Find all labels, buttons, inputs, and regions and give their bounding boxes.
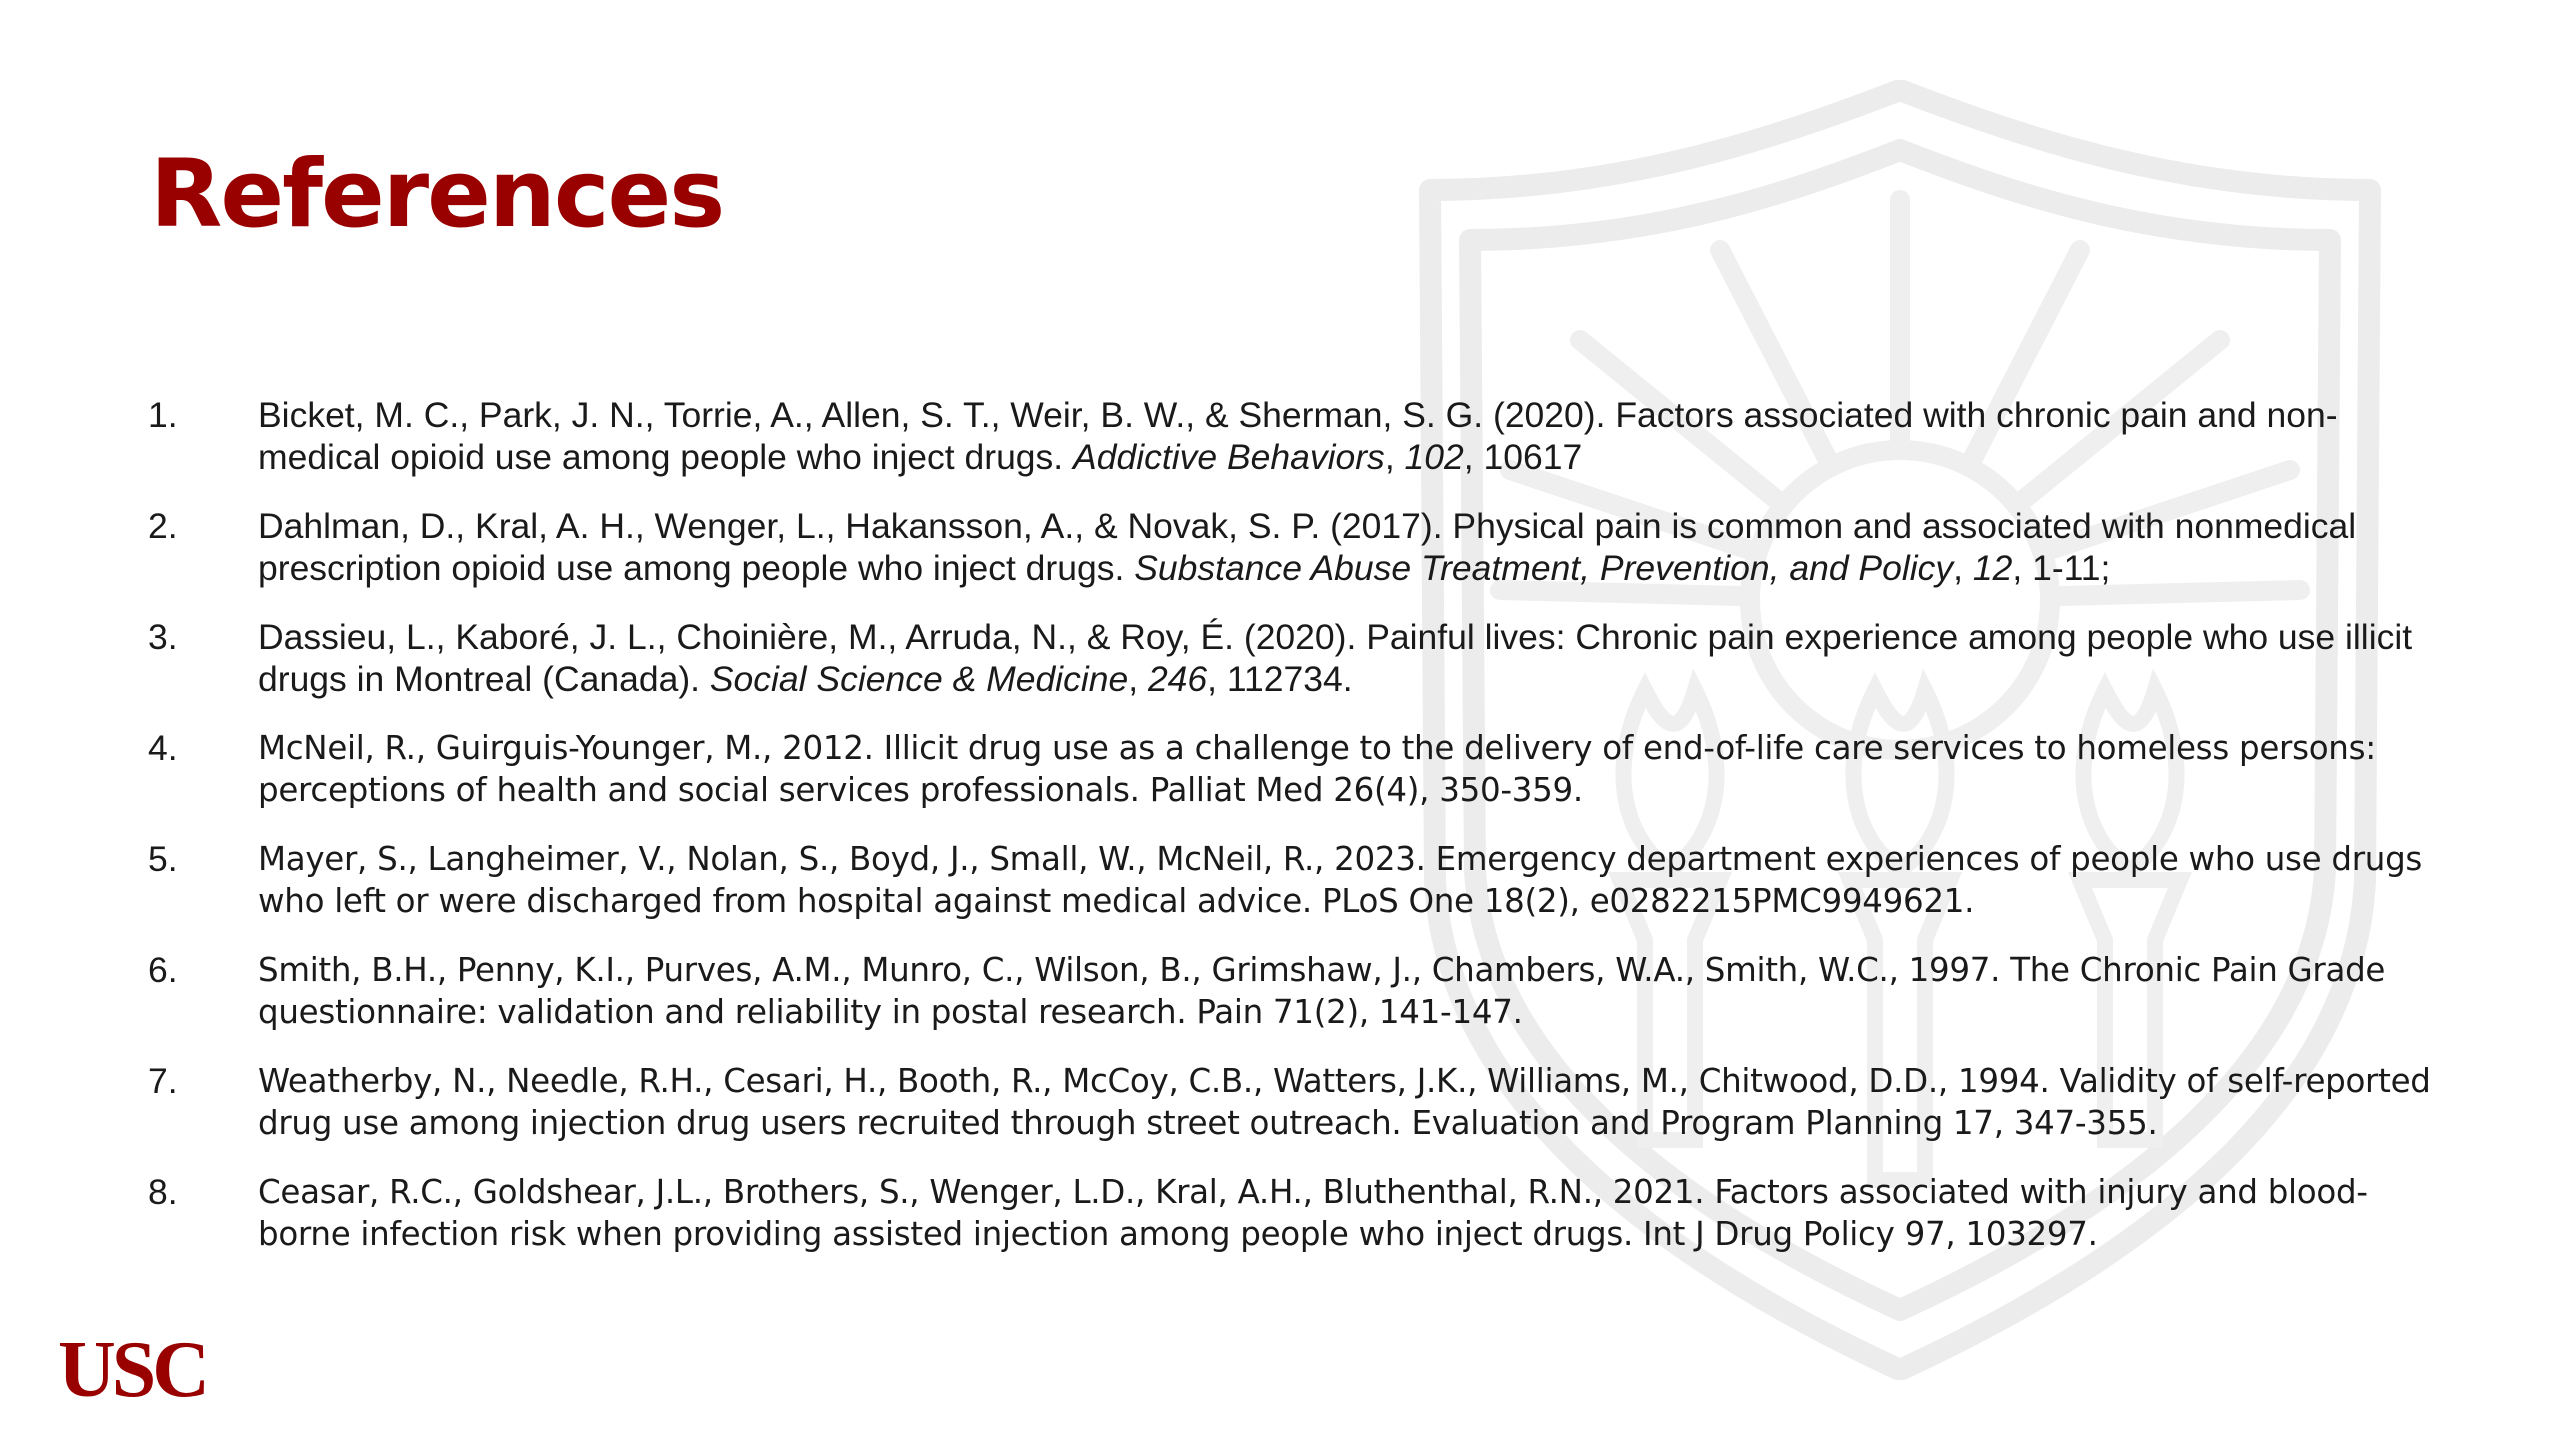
usc-logo: USC — [58, 1326, 207, 1414]
reference-number: 5. — [148, 839, 178, 879]
reference-text: Weatherby, N., Needle, R.H., Cesari, H., Booth, R., McCoy, C.B., Watters, J.K., Williams, M., Chitwood, D.D., 1994. Validity of self-reported drug use among injection drug users recruited through street outreach. Evaluation and Program Planning 17, 347-355. — [258, 1062, 2431, 1142]
reference-number: 3. — [148, 617, 178, 657]
reference-item — [148, 394, 2448, 478]
reference-list — [148, 394, 2448, 1282]
reference-text: Smith, B.H., Penny, K.I., Purves, A.M., Munro, C., Wilson, B., Grimshaw, J., Chambers, W.A., Smith, W.C., 1997. The Chronic Pain Grade questionnaire: validation and reliability in postal research. Pain 71(2), 141-147. — [258, 951, 2386, 1031]
reference-item — [148, 1060, 2448, 1144]
page-title: References — [150, 140, 724, 249]
reference-number: 4. — [148, 728, 178, 768]
journal-name: Social Science & Medicine — [709, 659, 1129, 699]
reference-number: 1. — [148, 395, 178, 435]
journal-name: Substance Abuse Treatment, Prevention, and Policy — [1134, 548, 1954, 588]
reference-number: 7. — [148, 1061, 178, 1101]
reference-text: McNeil, R., Guirguis-Younger, M., 2012. Illicit drug use as a challenge to the delivery of end-of-life care services to homeless persons: perceptions of health and social services professionals. Palliat Med 26(4), 350-359. — [258, 729, 2376, 809]
reference-text: Ceasar, R.C., Goldshear, J.L., Brothers, S., Wenger, L.D., Kral, A.H., Bluthenthal, R.N., 2021. Factors associated with injury and blood-borne infection risk when providing assisted injection among people who inject drugs. Int J Drug Policy 97, 103297. — [258, 1173, 2368, 1253]
reference-item — [148, 616, 2448, 700]
volume: 12 — [1972, 548, 2013, 588]
reference-number: 2. — [148, 506, 178, 546]
reference-item — [148, 838, 2448, 922]
reference-item — [148, 1171, 2448, 1255]
reference-text: Bicket, M. C., Park, J. N., Torrie, A., Allen, S. T., Weir, B. W., & Sherman, S. G. (2020). Factors associated with chronic pain and non-medical opioid use among people who inject drugs. Addictive Behaviors, 102, 10617 — [258, 395, 2338, 477]
reference-item — [148, 949, 2448, 1033]
journal-name: Addictive Behaviors — [1073, 437, 1385, 477]
reference-item — [148, 727, 2448, 811]
reference-text: Dassieu, L., Kaboré, J. L., Choinière, M., Arruda, N., & Roy, É. (2020). Painful lives: Chronic pain experience among people who use illicit drugs in Montreal (Canada). Social Science & Medicine, 246, 112734. — [258, 617, 2413, 699]
reference-number: 6. — [148, 950, 178, 990]
reference-text: Mayer, S., Langheimer, V., Nolan, S., Boyd, J., Small, W., McNeil, R., 2023. Emergency department experiences of people who use drugs who left or were discharged from hospital against medical advice. PLoS One 18(2), e0282215PMC9949621. — [258, 840, 2423, 920]
volume: 102 — [1404, 437, 1464, 477]
reference-number: 8. — [148, 1172, 178, 1212]
volume: 246 — [1147, 659, 1208, 699]
reference-item — [148, 505, 2448, 589]
reference-text: Dahlman, D., Kral, A. H., Wenger, L., Hakansson, A., & Novak, S. P. (2017). Physical pain is common and associated with nonmedical prescription opioid use among people who inject drugs. Substance Abuse Treatment, Prevention, and Policy, 12, 1-11; — [258, 506, 2357, 588]
